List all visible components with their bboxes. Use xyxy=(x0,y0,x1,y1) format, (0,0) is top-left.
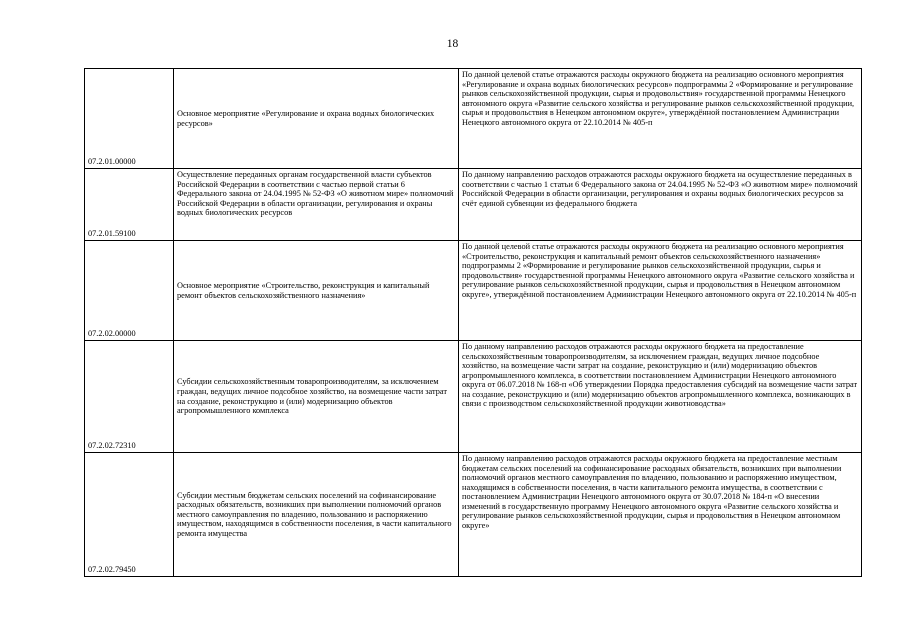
target-article-name: Основное мероприятие «Строительство, реконструкция и капитальный ремонт объектов сельскохозяйственного назначения» xyxy=(174,241,459,341)
target-article-name: Основное мероприятие «Регулирование и охрана водных биологических ресурсов» xyxy=(174,69,459,169)
target-article-name: Субсидии местным бюджетам сельских поселений на софинансирование расходных обязательств, возникших при выполнении полномочий органов местного самоуправления по владению, пользованию и распоряжению имуществом, находящимся в собственности поселения, в части капитального ремонта имущества xyxy=(174,453,459,577)
target-article-description: По данной целевой статье отражаются расходы окружного бюджета на реализацию основного мероприятия «Строительство, реконструкция и капитальный ремонт объектов сельскохозяйственного назначения» подпрограммы 2 «Формирование и регулирование рынков сельскохозяйственной продукции, сырья и продовольствия» государственной программы Ненецкого автономного округа «Развитие сельского хозяйства и регулирование рынков сельскохозяйственной продукции, сырья и продовольствия в Ненецком автономном округе», утверждённой постановлением Администрации Ненецкого автономного округа от 22.10.2014 № 405-п xyxy=(459,241,862,341)
target-article-description: По данной целевой статье отражаются расходы окружного бюджета на реализацию основного мероприятия «Регулирование и охрана водных биологических ресурсов» подпрограммы 2 «Формирование и регулирование рынков сельскохозяйственной продукции, сырья и продовольствия» государственной программы Ненецкого автономного округа «Развитие сельского хозяйства и регулирование рынков сельскохозяйственной продукции, сырья и продовольствия в Ненецком автономном округе», утверждённой постановлением Администрации Ненецкого автономного округа от 22.10.2014 № 405-п xyxy=(459,69,862,169)
table-row xyxy=(85,169,862,241)
table-row xyxy=(85,341,862,453)
table-row xyxy=(85,69,862,169)
budget-classification-table xyxy=(84,68,862,577)
target-article-code: 07.2.01.00000 xyxy=(85,69,174,169)
target-article-code: 07.2.01.59100 xyxy=(85,169,174,241)
target-article-name: Субсидии сельскохозяйственным товаропроизводителям, за исключением граждан, ведущих личное подсобное хозяйство, на возмещение части затрат на создание, реконструкцию и (или) модернизацию объектов агропромышленного комплекса xyxy=(174,341,459,453)
table-row xyxy=(85,241,862,341)
table-row xyxy=(85,453,862,577)
page-number: 18 xyxy=(446,38,459,50)
target-article-code: 07.2.02.79450 xyxy=(85,453,174,577)
target-article-code: 07.2.02.00000 xyxy=(85,241,174,341)
target-article-description: По данному направлению расходов отражаются расходы окружного бюджета на предоставление сельскохозяйственным товаропроизводителям, за исключением граждан, ведущих личное подсобное хозяйство, на возмещение части затрат на создание, реконструкцию и (или) модернизацию объектов агропромышленного комплекса, в соответствии постановлением Администрации Ненецкого автономного округа от 06.07.2018 № 168-п «Об утверждении Порядка предоставления субсидий на возмещение части затрат на создание, реконструкцию и (или) модернизацию объектов агропромышленного комплекса, возникающих в связи с производством сельскохозяйственной продукции животноводства» xyxy=(459,341,862,453)
target-article-name: Осуществление переданных органам государственной власти субъектов Российской Федерации в соответствии с частью первой статьи 6 Федерального закона от 24.04.1995 № 52-ФЗ «О животном мире» полномочий Российской Федерации в области организации, регулирования и охраны водных биологических ресурсов xyxy=(174,169,459,241)
target-article-description: По данному направлению расходов отражаются расходы окружного бюджета на предоставление местным бюджетам сельских поселений на софинансирование расходных обязательств, возникших при выполнении полномочий органов местного самоуправления по владению, пользованию и распоряжению имуществом, находящимся в собственности поселения, в части капитального ремонта имущества, в соответствии с постановлением Администрации Ненецкого автономного округа от 30.07.2018 № 184-п «О внесении изменений в государственную программу Ненецкого автономного округа «Развитие сельского хозяйства и регулирование рынков сельскохозяйственной продукции, сырья и продовольствия в Ненецком автономном округе» xyxy=(459,453,862,577)
target-article-code: 07.2.02.72310 xyxy=(85,341,174,453)
target-article-description: По данному направлению расходов отражаются расходы окружного бюджета на осуществление переданных в соответствии с частью 1 статьи 6 Федерального закона от 24.04.1995 № 52-ФЗ «О животном мире» полномочий Российской Федерации в области организации, регулирования и охраны водных биологических ресурсов за счёт единой субвенции из федерального бюджета xyxy=(459,169,862,241)
